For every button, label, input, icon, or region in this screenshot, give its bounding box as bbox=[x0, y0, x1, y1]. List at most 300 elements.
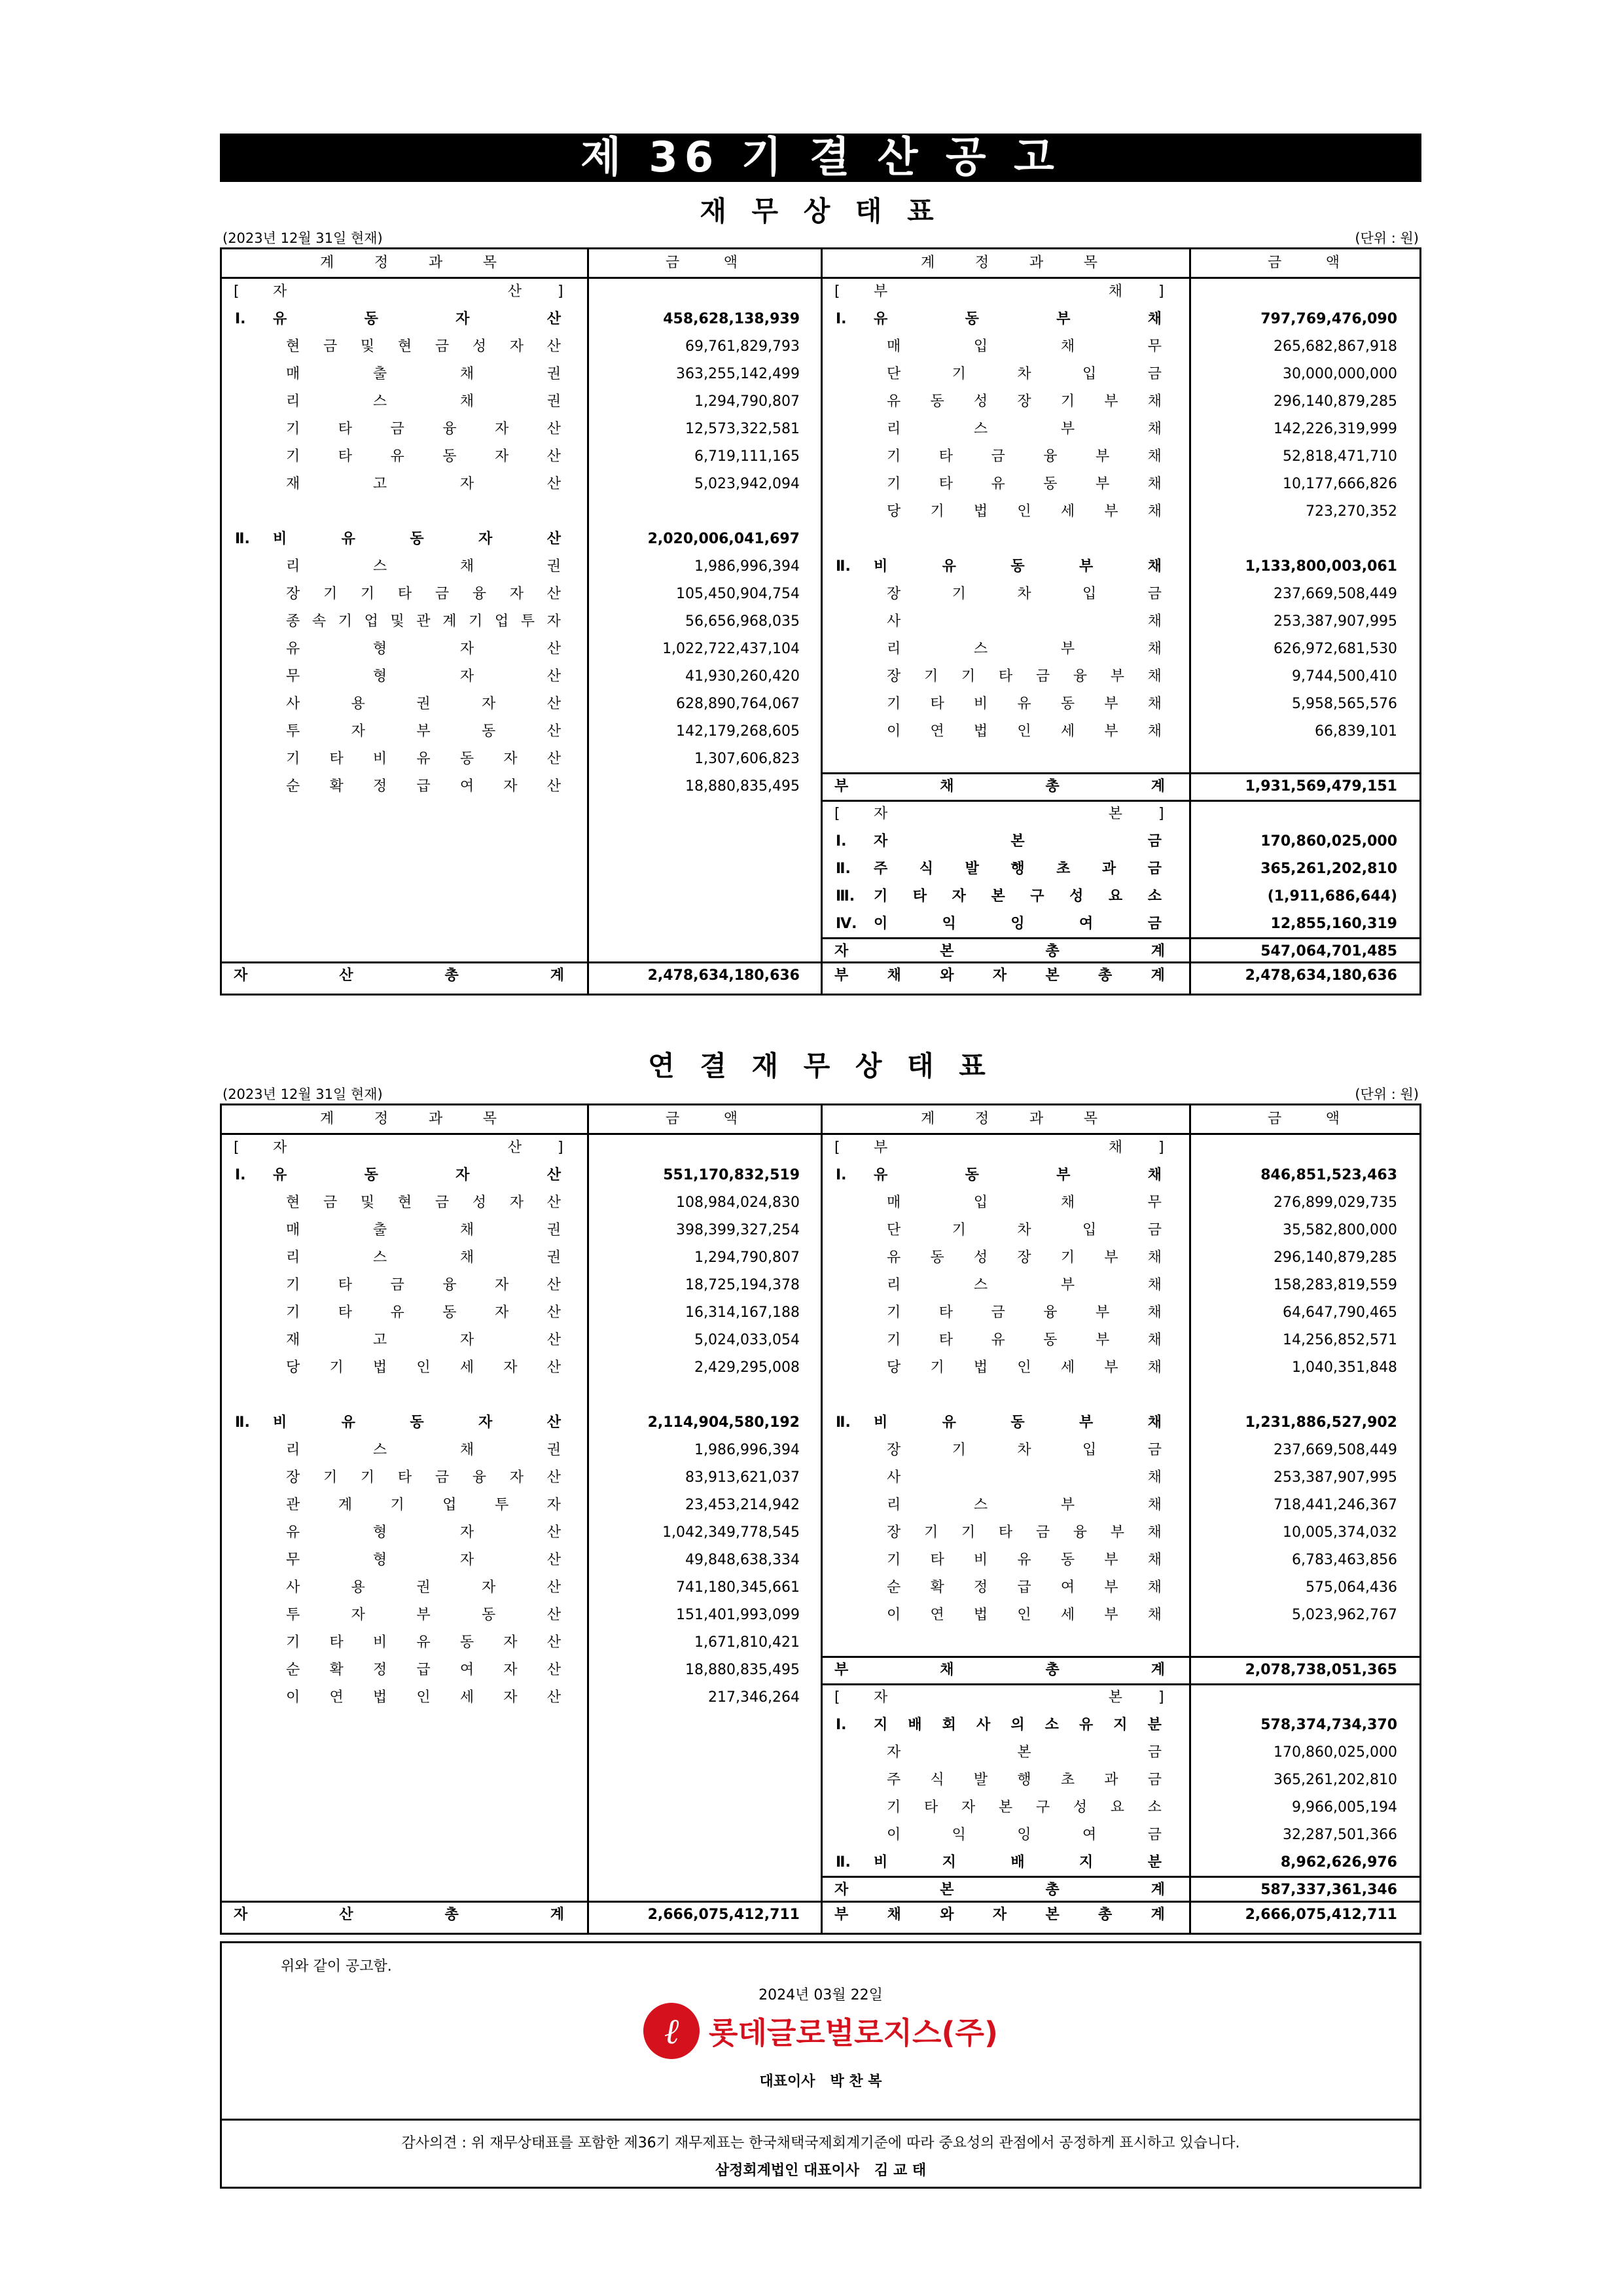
roman-numeral: Ⅲ. bbox=[836, 888, 855, 905]
account-label: 부 채 총 계 bbox=[834, 1662, 1165, 1678]
amount-value: 12,573,322,581 bbox=[685, 421, 800, 437]
line-item bbox=[823, 1574, 1419, 1602]
amount-value: 458,628,138,939 bbox=[663, 311, 800, 327]
account-label: 리 스 부 채 bbox=[887, 421, 1162, 437]
account-label: 기 타 금 융 부 채 bbox=[887, 1304, 1162, 1321]
amount-value: 170,860,025,000 bbox=[1274, 1744, 1397, 1761]
account-label: 유 동 부 채 bbox=[874, 311, 1162, 327]
line-item bbox=[222, 306, 821, 333]
account-label: 매 입 채 무 bbox=[887, 338, 1162, 355]
line-item bbox=[823, 800, 1419, 828]
bracket-close: ] bbox=[1158, 1689, 1164, 1706]
line-item bbox=[823, 828, 1419, 855]
amount-value: 9,966,005,194 bbox=[1292, 1799, 1397, 1816]
account-label: 리 스 부 채 bbox=[887, 1497, 1162, 1513]
amount-value: 276,899,029,735 bbox=[1274, 1194, 1397, 1211]
line-item bbox=[823, 883, 1419, 910]
amount-value: 14,256,852,571 bbox=[1283, 1332, 1397, 1348]
amount-value: 9,744,500,410 bbox=[1292, 668, 1397, 685]
audit-opinion: 감사의견 : 위 재무상태표를 포함한 제36기 재무제표는 한국채택국제회계기준에 따라 중요성의 관점에서 공정하게 표시하고 있습니다. bbox=[401, 2135, 1240, 2151]
amount-value: 547,064,701,485 bbox=[1260, 943, 1397, 960]
liabilities-equity-total-row bbox=[823, 1901, 1419, 1929]
line-item bbox=[222, 1464, 821, 1492]
amount-value: 797,769,476,090 bbox=[1260, 311, 1397, 327]
line-item bbox=[222, 1217, 821, 1244]
amount-value: 8,962,626,976 bbox=[1280, 1854, 1397, 1871]
line-item bbox=[222, 1272, 821, 1299]
account-label: 기 타 비 유 동 부 채 bbox=[887, 1552, 1162, 1568]
line-item bbox=[222, 443, 821, 471]
amount-value: 296,140,879,285 bbox=[1274, 393, 1397, 410]
amount-value: 365,261,202,810 bbox=[1274, 1772, 1397, 1788]
line-item bbox=[823, 553, 1419, 581]
account-label: 순 확 정 급 여 자 산 bbox=[286, 778, 561, 795]
amount-value: 723,270,352 bbox=[1306, 503, 1397, 520]
line-item bbox=[823, 1767, 1419, 1794]
line-item bbox=[222, 1299, 821, 1327]
unit-label: (단위 : 원) bbox=[1355, 1086, 1419, 1102]
line-item bbox=[823, 1382, 1419, 1409]
line-item bbox=[823, 636, 1419, 663]
amount-value: 10,005,374,032 bbox=[1283, 1524, 1397, 1541]
line-item bbox=[823, 581, 1419, 608]
amount-value: 365,261,202,810 bbox=[1260, 861, 1397, 877]
amount-value: 18,880,835,495 bbox=[685, 778, 800, 795]
line-item bbox=[823, 1437, 1419, 1464]
account-label: 이 연 법 인 세 자 산 bbox=[286, 1689, 561, 1706]
line-item bbox=[823, 306, 1419, 333]
account-label: 비 지 배 지 분 bbox=[874, 1854, 1162, 1871]
line-item bbox=[823, 1162, 1419, 1189]
liabilities-column bbox=[823, 249, 1419, 994]
amount-value: 105,450,904,754 bbox=[676, 586, 800, 602]
account-label: 당 기 법 인 세 부 채 bbox=[887, 1359, 1162, 1376]
account-label: 당 기 법 인 세 부 채 bbox=[887, 503, 1162, 520]
line-item bbox=[823, 1354, 1419, 1382]
column-header-account: 계 정 과 목 bbox=[320, 1111, 497, 1127]
account-label: 비 유 동 자 산 bbox=[273, 531, 561, 547]
line-item bbox=[823, 910, 1419, 938]
account-label: 리 스 채 권 bbox=[286, 1249, 561, 1266]
section-title-consolidated: 연 결 재 무 상 태 표 bbox=[648, 1050, 993, 1082]
amount-value: 237,669,508,449 bbox=[1274, 586, 1397, 602]
amount-value: 69,761,829,793 bbox=[685, 338, 800, 355]
line-item bbox=[823, 718, 1419, 745]
amount-value: 158,283,819,559 bbox=[1274, 1277, 1397, 1293]
amount-value: 41,930,260,420 bbox=[685, 668, 800, 685]
line-item bbox=[823, 1409, 1419, 1437]
section-head-label: 자 산 bbox=[273, 1139, 522, 1156]
account-label: 리 스 부 채 bbox=[887, 1277, 1162, 1293]
line-item bbox=[222, 1574, 821, 1602]
account-label: 리 스 채 권 bbox=[286, 393, 561, 410]
account-label: 기 타 비 유 동 자 산 bbox=[286, 751, 561, 767]
amount-value: 1,040,351,848 bbox=[1292, 1359, 1397, 1376]
account-label: 사 채 bbox=[887, 613, 1162, 630]
amount-value: 2,020,006,041,697 bbox=[647, 531, 800, 547]
amount-value: 5,023,942,094 bbox=[694, 476, 800, 492]
line-item bbox=[823, 1602, 1419, 1629]
line-item bbox=[823, 498, 1419, 526]
amount-value: 398,399,327,254 bbox=[676, 1222, 800, 1238]
account-label: 주 식 발 행 초 과 금 bbox=[874, 861, 1162, 877]
roman-numeral: Ⅱ. bbox=[235, 1414, 250, 1431]
line-item bbox=[222, 608, 821, 636]
line-item bbox=[823, 1794, 1419, 1821]
line-item bbox=[222, 1382, 821, 1409]
line-item bbox=[823, 388, 1419, 416]
amount-value: 170,860,025,000 bbox=[1260, 833, 1397, 850]
amount-value: 56,656,968,035 bbox=[685, 613, 800, 630]
account-label: 기 타 자 본 구 성 요 소 bbox=[887, 1799, 1162, 1816]
account-label: 장 기 기 타 금 융 부 채 bbox=[887, 668, 1162, 685]
roman-numeral: Ⅰ. bbox=[836, 1167, 847, 1183]
column-header-account: 계 정 과 목 bbox=[921, 1111, 1097, 1127]
account-label: 사 용 권 자 산 bbox=[286, 696, 561, 712]
company-logo bbox=[643, 2005, 998, 2057]
amount-value: 151,401,993,099 bbox=[676, 1607, 800, 1623]
balance-sheet-table bbox=[220, 247, 1421, 996]
amount-value: 741,180,345,661 bbox=[676, 1579, 800, 1596]
line-item bbox=[823, 1519, 1419, 1547]
line-item bbox=[823, 1299, 1419, 1327]
total-label: 부 채 와 자 본 총 계 bbox=[834, 967, 1165, 984]
section-head bbox=[234, 1134, 561, 1162]
account-label: 기 타 금 융 자 산 bbox=[286, 421, 561, 437]
amount-value: 626,972,681,530 bbox=[1274, 641, 1397, 657]
amount-value: (1,911,686,644) bbox=[1267, 888, 1397, 905]
amount-value: 551,170,832,519 bbox=[663, 1167, 800, 1183]
amount-value: 578,374,734,370 bbox=[1260, 1717, 1397, 1733]
liabilities-equity-total-row bbox=[823, 962, 1419, 990]
section-head bbox=[834, 1134, 1162, 1162]
account-label: 장 기 차 입 금 bbox=[887, 586, 1162, 602]
account-label: 현 금 및 현 금 성 자 산 bbox=[286, 338, 561, 355]
total-row bbox=[823, 773, 1419, 800]
amount-value: 1,133,800,003,061 bbox=[1245, 558, 1397, 575]
account-label: 기 타 금 융 부 채 bbox=[887, 448, 1162, 465]
section-title-balance-sheet: 재 무 상 태 표 bbox=[700, 195, 942, 227]
line-item bbox=[222, 388, 821, 416]
line-item bbox=[823, 1821, 1419, 1849]
amount-value: 12,855,160,319 bbox=[1270, 916, 1397, 932]
total-label: 자 산 총 계 bbox=[234, 1907, 564, 1923]
total-amount: 2,666,075,412,711 bbox=[647, 1907, 800, 1923]
amount-value: 1,986,996,394 bbox=[694, 1442, 800, 1458]
line-item bbox=[222, 1409, 821, 1437]
account-label: 투 자 부 동 산 bbox=[286, 1607, 561, 1623]
account-label: 유 동 성 장 기 부 채 bbox=[887, 393, 1162, 410]
amount-value: 237,669,508,449 bbox=[1274, 1442, 1397, 1458]
amount-value: 2,078,738,051,365 bbox=[1245, 1662, 1397, 1678]
line-item bbox=[222, 526, 821, 553]
line-item bbox=[823, 1849, 1419, 1876]
roman-numeral: Ⅱ. bbox=[836, 1854, 851, 1871]
line-item bbox=[823, 691, 1419, 718]
line-item bbox=[222, 1629, 821, 1657]
assets-column bbox=[222, 1105, 823, 1933]
account-label: 기 타 비 유 동 부 채 bbox=[887, 696, 1162, 712]
account-label: 주 식 발 행 초 과 금 bbox=[887, 1772, 1162, 1788]
amount-value: 718,441,246,367 bbox=[1274, 1497, 1397, 1513]
amount-value: 10,177,666,826 bbox=[1283, 476, 1397, 492]
assets-column bbox=[222, 249, 823, 994]
account-label: 리 스 채 권 bbox=[286, 558, 561, 575]
line-item bbox=[823, 1327, 1419, 1354]
amount-value: 5,023,962,767 bbox=[1292, 1607, 1397, 1623]
amount-value: 35,582,800,000 bbox=[1283, 1222, 1397, 1238]
account-label: 단 기 차 입 금 bbox=[887, 366, 1162, 382]
bracket-close: ] bbox=[1158, 806, 1164, 822]
as-of-date: (2023년 12월 31일 현재) bbox=[223, 230, 383, 246]
account-label: 기 타 유 동 부 채 bbox=[887, 1332, 1162, 1348]
account-label: 종 속 기 업 및 관 계 기 업 투 자 bbox=[286, 613, 561, 630]
line-item bbox=[823, 855, 1419, 883]
account-label: 매 출 채 권 bbox=[286, 1222, 561, 1238]
amount-value: 64,647,790,465 bbox=[1283, 1304, 1397, 1321]
account-label: 매 입 채 무 bbox=[887, 1194, 1162, 1211]
amount-value: 1,231,886,527,902 bbox=[1245, 1414, 1397, 1431]
account-label: 유 동 부 채 bbox=[874, 1167, 1162, 1183]
roman-numeral: Ⅱ. bbox=[235, 531, 250, 547]
account-label: 단 기 차 입 금 bbox=[887, 1222, 1162, 1238]
account-label: 이 연 법 인 세 부 채 bbox=[887, 723, 1162, 740]
account-label: 부 채 총 계 bbox=[834, 778, 1165, 795]
line-item bbox=[823, 1189, 1419, 1217]
section-head-label: 부 채 bbox=[874, 283, 1122, 300]
account-label: 순 확 정 급 여 부 채 bbox=[887, 1579, 1162, 1596]
total-row bbox=[823, 1657, 1419, 1684]
amount-value: 66,839,101 bbox=[1315, 723, 1397, 740]
line-item bbox=[222, 361, 821, 388]
amount-value: 16,314,167,188 bbox=[685, 1304, 800, 1321]
account-label: 기 타 자 본 구 성 요 소 bbox=[874, 888, 1162, 905]
account-label: 관 계 기 업 투 자 bbox=[286, 1497, 561, 1513]
account-label: 비 유 동 자 산 bbox=[273, 1414, 561, 1431]
total-amount: 2,478,634,180,636 bbox=[1245, 967, 1397, 984]
amount-value: 1,986,996,394 bbox=[694, 558, 800, 575]
amount-value: 363,255,142,499 bbox=[676, 366, 800, 382]
line-item bbox=[222, 1354, 821, 1382]
line-item bbox=[222, 471, 821, 498]
line-item bbox=[222, 1437, 821, 1464]
ceo-signature: 대표이사 박 찬 복 bbox=[759, 2073, 882, 2090]
announcement-date: 2024년 03월 22일 bbox=[758, 1987, 883, 2003]
account-label: 비 유 동 부 채 bbox=[874, 1414, 1162, 1431]
bracket-open: [ bbox=[234, 1139, 240, 1156]
line-item bbox=[222, 1327, 821, 1354]
bracket-close: ] bbox=[558, 283, 563, 300]
column-header-account: 계 정 과 목 bbox=[921, 255, 1097, 271]
account-label: 현 금 및 현 금 성 자 산 bbox=[286, 1194, 561, 1211]
announcement-footer bbox=[220, 1941, 1421, 2189]
account-label: 무 형 자 산 bbox=[286, 1552, 561, 1568]
line-item bbox=[222, 581, 821, 608]
column-header-amount: 금 액 bbox=[1268, 255, 1340, 271]
document-title: 제 36 기 결 산 공 고 bbox=[220, 134, 1421, 182]
total-amount: 2,666,075,412,711 bbox=[1245, 1907, 1397, 1923]
line-item bbox=[222, 718, 821, 745]
column-header-amount: 금 액 bbox=[666, 255, 738, 271]
account-label: 리 스 채 권 bbox=[286, 1442, 561, 1458]
account-label: 유 형 자 산 bbox=[286, 641, 561, 657]
line-item bbox=[823, 1629, 1419, 1657]
account-label: 자 본 총 계 bbox=[834, 943, 1165, 960]
section-head bbox=[234, 278, 561, 306]
account-label: 무 형 자 산 bbox=[286, 668, 561, 685]
amount-value: 142,226,319,999 bbox=[1274, 421, 1397, 437]
section-head-label: 자 본 bbox=[874, 806, 1122, 822]
line-item bbox=[823, 1272, 1419, 1299]
line-item bbox=[222, 1244, 821, 1272]
roman-numeral: Ⅰ. bbox=[836, 1717, 847, 1733]
line-item bbox=[823, 663, 1419, 691]
amount-value: 296,140,879,285 bbox=[1274, 1249, 1397, 1266]
amount-value: 1,294,790,807 bbox=[694, 1249, 800, 1266]
account-label: 자 본 금 bbox=[887, 1744, 1162, 1761]
amount-value: 1,294,790,807 bbox=[694, 393, 800, 410]
amount-value: 253,387,907,995 bbox=[1274, 1469, 1397, 1486]
account-label: 매 출 채 권 bbox=[286, 366, 561, 382]
bracket-close: ] bbox=[1158, 1139, 1164, 1156]
account-label: 비 유 동 부 채 bbox=[874, 558, 1162, 575]
account-label: 당 기 법 인 세 자 산 bbox=[286, 1359, 561, 1376]
account-label: 사 채 bbox=[887, 1469, 1162, 1486]
amount-value: 846,851,523,463 bbox=[1260, 1167, 1397, 1183]
amount-value: 83,913,621,037 bbox=[685, 1469, 800, 1486]
line-item bbox=[222, 1684, 821, 1712]
auditor-signature: 삼정회계법인 대표이사 김 교 태 bbox=[715, 2162, 927, 2179]
account-label: 지 배 회 사 의 소 유 지 분 bbox=[874, 1717, 1162, 1733]
amount-value: 1,931,569,479,151 bbox=[1245, 778, 1397, 795]
amount-value: 587,337,361,346 bbox=[1260, 1882, 1397, 1898]
account-label: 기 타 유 동 부 채 bbox=[887, 476, 1162, 492]
amount-value: 2,114,904,580,192 bbox=[647, 1414, 800, 1431]
account-label: 기 타 금 융 자 산 bbox=[286, 1277, 561, 1293]
section-head-label: 부 채 bbox=[874, 1139, 1122, 1156]
account-label: 장 기 차 입 금 bbox=[887, 1442, 1162, 1458]
liabilities-column bbox=[823, 1105, 1419, 1933]
amount-value: 49,848,638,334 bbox=[685, 1552, 800, 1568]
line-item bbox=[222, 691, 821, 718]
column-header-amount: 금 액 bbox=[1268, 1111, 1340, 1127]
total-row bbox=[823, 1876, 1419, 1904]
amount-value: 265,682,867,918 bbox=[1274, 338, 1397, 355]
bracket-open: [ bbox=[834, 1689, 840, 1706]
section-head-label: 자 본 bbox=[874, 1689, 1122, 1706]
line-item bbox=[222, 1657, 821, 1684]
account-label: 자 본 총 계 bbox=[834, 1882, 1165, 1898]
line-item bbox=[823, 1217, 1419, 1244]
line-item bbox=[823, 1712, 1419, 1739]
line-item bbox=[823, 443, 1419, 471]
line-item bbox=[222, 1519, 821, 1547]
line-item bbox=[823, 1684, 1419, 1712]
account-label: 유 형 자 산 bbox=[286, 1524, 561, 1541]
account-label: 이 익 잉 여 금 bbox=[874, 916, 1162, 932]
account-label: 유 동 자 산 bbox=[273, 311, 561, 327]
assets-total-row bbox=[222, 962, 821, 990]
account-label: 재 고 자 산 bbox=[286, 476, 561, 492]
account-label: 기 타 유 동 자 산 bbox=[286, 1304, 561, 1321]
amount-value: 52,818,471,710 bbox=[1283, 448, 1397, 465]
account-label: 리 스 부 채 bbox=[887, 641, 1162, 657]
line-item bbox=[823, 1244, 1419, 1272]
amount-value: 108,984,024,830 bbox=[676, 1194, 800, 1211]
unit-label: (단위 : 원) bbox=[1355, 230, 1419, 246]
line-item bbox=[823, 745, 1419, 773]
account-label: 투 자 부 동 산 bbox=[286, 723, 561, 740]
amount-value: 18,725,194,378 bbox=[685, 1277, 800, 1293]
bracket-open: [ bbox=[234, 283, 240, 300]
bracket-close: ] bbox=[558, 1139, 563, 1156]
as-of-date: (2023년 12월 31일 현재) bbox=[223, 1086, 383, 1102]
account-label: 장 기 기 타 금 융 부 채 bbox=[887, 1524, 1162, 1541]
line-item bbox=[222, 1492, 821, 1519]
amount-value: 6,719,111,165 bbox=[694, 448, 800, 465]
line-item bbox=[823, 1492, 1419, 1519]
roman-numeral: Ⅰ. bbox=[235, 1167, 246, 1183]
amount-value: 30,000,000,000 bbox=[1283, 366, 1397, 382]
line-item bbox=[823, 416, 1419, 443]
total-amount: 2,478,634,180,636 bbox=[647, 967, 800, 984]
line-item bbox=[222, 416, 821, 443]
account-label: 이 익 잉 여 금 bbox=[887, 1827, 1162, 1843]
column-header-account: 계 정 과 목 bbox=[320, 255, 497, 271]
amount-value: 6,783,463,856 bbox=[1292, 1552, 1397, 1568]
amount-value: 1,307,606,823 bbox=[694, 751, 800, 767]
roman-numeral: Ⅰ. bbox=[235, 311, 246, 327]
amount-value: 217,346,264 bbox=[708, 1689, 800, 1706]
column-header-amount: 금 액 bbox=[666, 1111, 738, 1127]
line-item bbox=[823, 1547, 1419, 1574]
section-head-label: 자 산 bbox=[273, 283, 522, 300]
line-item bbox=[222, 1189, 821, 1217]
account-label: 재 고 자 산 bbox=[286, 1332, 561, 1348]
roman-numeral: Ⅰ. bbox=[836, 833, 847, 850]
account-label: 장 기 기 타 금 융 자 산 bbox=[286, 1469, 561, 1486]
line-item bbox=[823, 608, 1419, 636]
amount-value: 628,890,764,067 bbox=[676, 696, 800, 712]
account-label: 순 확 정 급 여 자 산 bbox=[286, 1662, 561, 1678]
line-item bbox=[222, 745, 821, 773]
amount-value: 1,671,810,421 bbox=[694, 1634, 800, 1651]
account-label: 유 동 자 산 bbox=[273, 1167, 561, 1183]
amount-value: 18,880,835,495 bbox=[685, 1662, 800, 1678]
account-label: 자 본 금 bbox=[874, 833, 1162, 850]
line-item bbox=[222, 773, 821, 800]
amount-value: 253,387,907,995 bbox=[1274, 613, 1397, 630]
line-item bbox=[222, 498, 821, 526]
account-label: 기 타 유 동 자 산 bbox=[286, 448, 561, 465]
amount-value: 1,022,722,437,104 bbox=[662, 641, 800, 657]
assets-total-row bbox=[222, 1901, 821, 1929]
roman-numeral: Ⅰ. bbox=[836, 311, 847, 327]
notice-text: 위와 같이 공고함. bbox=[281, 1958, 392, 1975]
lotte-logo-icon: ℓ bbox=[643, 2003, 700, 2059]
amount-value: 2,429,295,008 bbox=[694, 1359, 800, 1376]
line-item bbox=[823, 361, 1419, 388]
amount-value: 5,024,033,054 bbox=[694, 1332, 800, 1348]
bracket-close: ] bbox=[1158, 283, 1164, 300]
account-label: 이 연 법 인 세 부 채 bbox=[887, 1607, 1162, 1623]
account-label: 사 용 권 자 산 bbox=[286, 1579, 561, 1596]
account-label: 유 동 성 장 기 부 채 bbox=[887, 1249, 1162, 1266]
bracket-open: [ bbox=[834, 283, 840, 300]
company-name: 롯데글로벌로지스(주) bbox=[709, 2015, 998, 2051]
account-label: 장 기 기 타 금 융 자 산 bbox=[286, 586, 561, 602]
line-item bbox=[222, 1162, 821, 1189]
